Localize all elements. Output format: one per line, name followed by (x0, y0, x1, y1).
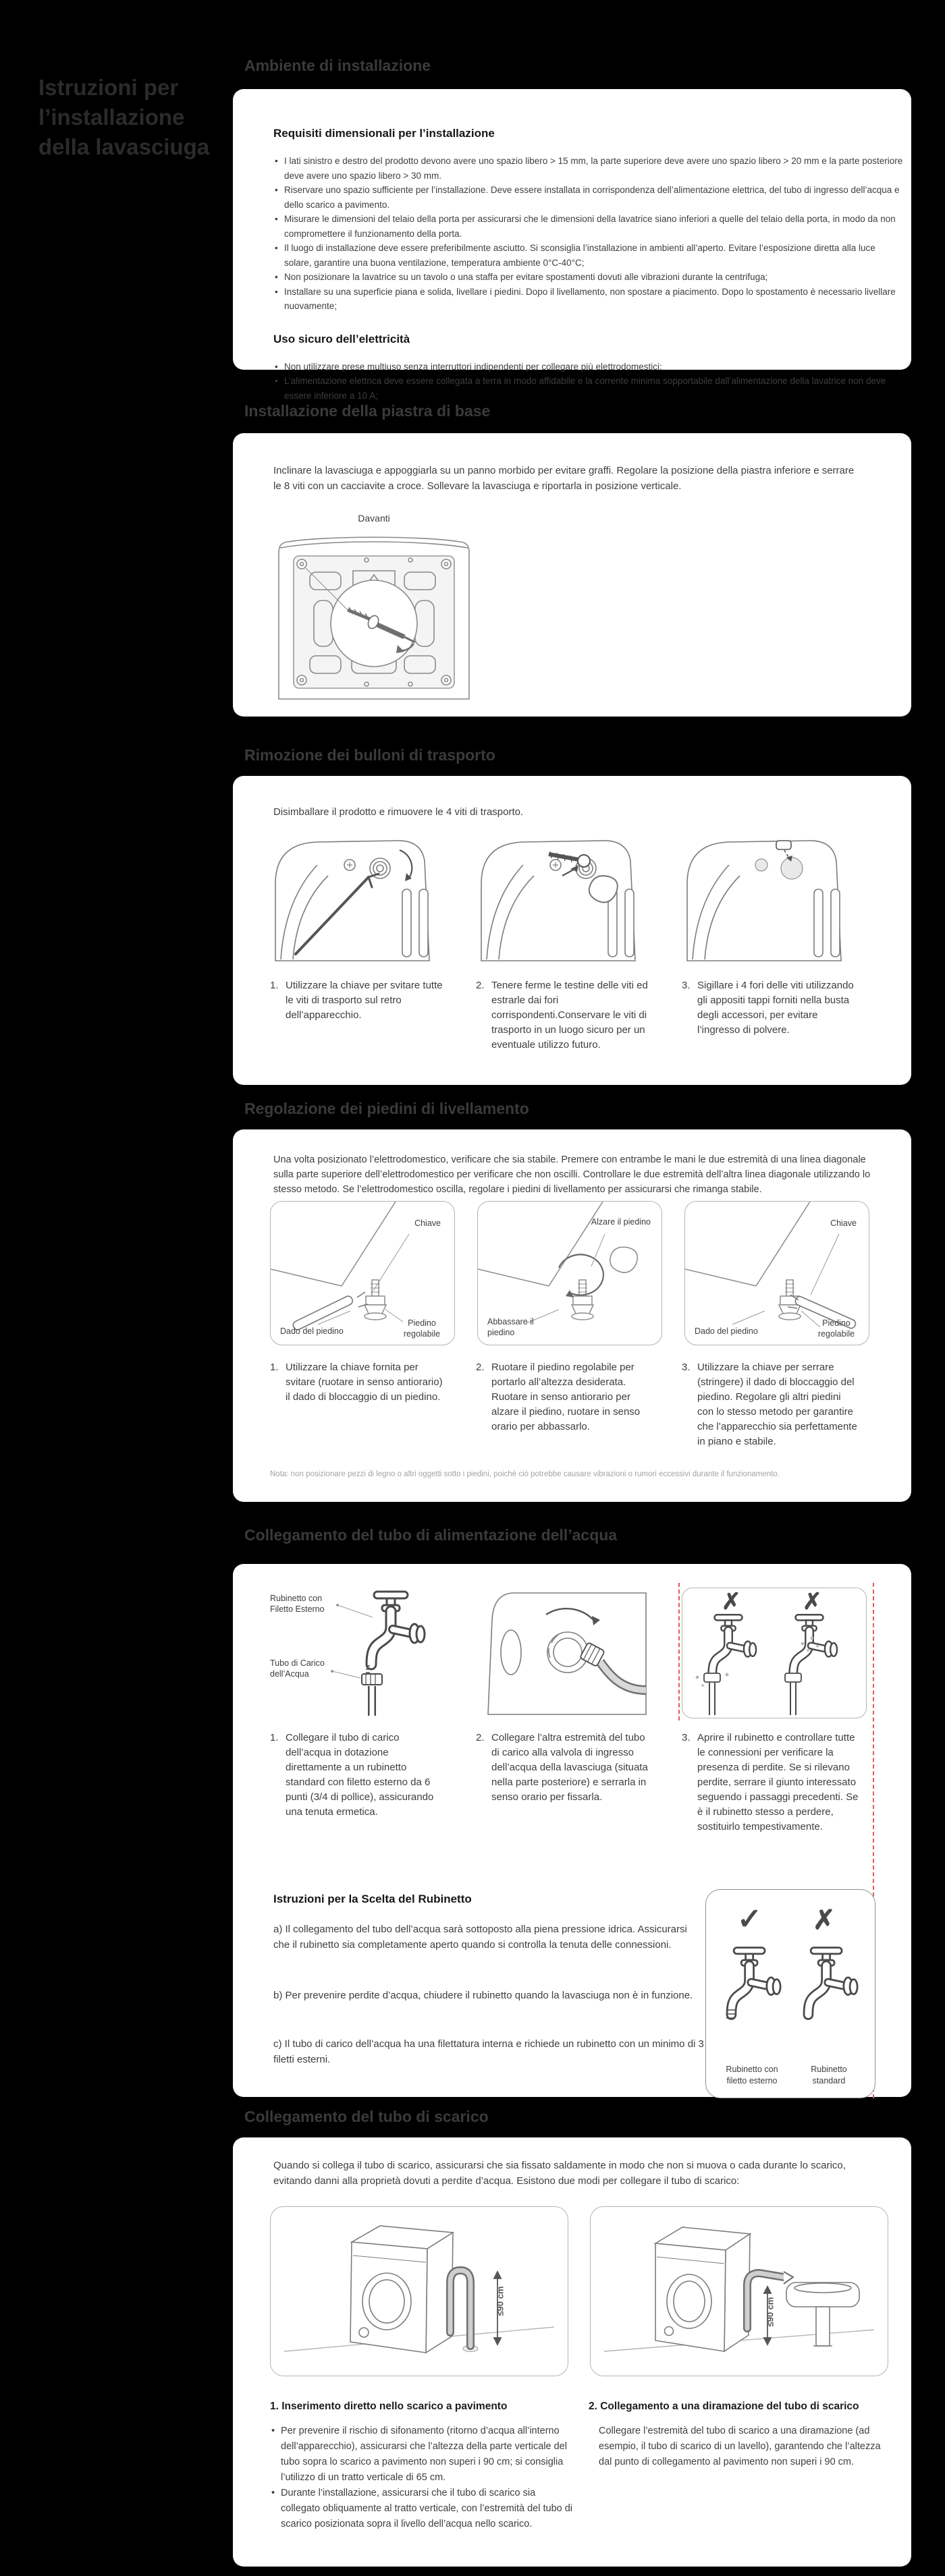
hose-to-valve-icon (476, 1588, 659, 1717)
bulloni-intro: Disimballare il prodotto e rimuovere le 4 viti di trasporto. (273, 806, 524, 818)
label-chiave: Chiave (414, 1219, 441, 1228)
scelta-item-b: b) Per prevenire perdite d’acqua, chiudere il rubinetto quando la lavasciuga non è in funzione. (273, 1990, 693, 2001)
step-text: Tenere ferme le testine delle viti ed estrarle dai fori corrispondenti.Conservare le viti di trasporto in un luogo sicuro per un eventuale utilizzo futuro. (491, 980, 648, 1051)
label-tubo-carico: Tubo di Carico dell’Acqua (270, 1658, 325, 1679)
floor-drain-illustration (270, 2206, 568, 2376)
list-item: • Riservare uno spazio sufficiente per l’installazione. Deve essere installata in corrispondenza dell’alimentazione elettrica, del tubo di ingresso dell’acqua e dello scarico a pavimento. (273, 183, 905, 212)
step-text: Aprire il rubinetto e controllare tutte le connessioni per verificare la presenza di perdite. Se si rilevano perdite, serrare il giunto interessato seguendo i passaggi precedenti. Se è il rubinetto stesso a perdere, sostituirlo tempestivamente. (697, 1732, 859, 1832)
red-dashed-line (678, 1583, 680, 1720)
step-number: 1. (270, 1732, 279, 1743)
step-1 (270, 1731, 454, 1835)
card-acqua (233, 1564, 911, 2097)
card-ambiente (233, 89, 911, 401)
wrench-unscrew-icon (270, 831, 454, 963)
leak-check-illustration (682, 1588, 867, 1718)
step-number: 3. (682, 1732, 691, 1743)
piedini-illustrations (270, 1201, 869, 1345)
step-1 (270, 978, 454, 1053)
page-title: Istruzioni per l’installazione della lavasciuga (38, 75, 210, 159)
list-item: • Installare su una superficie piana e solida, livellare i piedini. Dopo il livellamento, non spostare a piacimento. Dopo lo spostamento è necessario livellare nuovamente; (273, 285, 905, 314)
cross-icon: ✗ (813, 1905, 836, 1935)
label-rubinetto-filetto: Rubinetto con Filetto Esterno (270, 1594, 325, 1614)
step-text: Sigillare i 4 fori delle viti utilizzando gli appositi tappi forniti nella busta degli accessori, per evitare l’ingresso di polvere. (697, 980, 854, 1036)
list-item: • Il luogo di installazione deve essere preferibilmente asciutto. Si sconsiglia l’installazione in ambienti all’aperto. Evitare l’esposizione diretta alla luce solare, garantire una buona ventilazione, temperatura ambiente 0°C-40°C; (273, 241, 905, 270)
floor-drain-icon (271, 2207, 566, 2374)
method1-text (270, 2424, 577, 2532)
label-piedino-regolabile: Piedino regolabile (817, 1318, 855, 1339)
elettricita-list (273, 360, 905, 403)
baseplate-illustration (272, 513, 476, 703)
method2-title: 2. Collegamento a una diramazione del tubo di scarico (589, 2401, 859, 2412)
dim-label: ≤90 cm (495, 2286, 506, 2316)
label-dado: Dado del piedino (695, 1326, 758, 1336)
requisiti-title: Requisiti dimensionali per l’installazione (273, 127, 495, 140)
bulloni-steps (270, 978, 865, 1053)
section-header-acqua: Collegamento del tubo di alimentazione dell’acqua (244, 1526, 618, 1544)
inlet-valve-illustration (476, 1588, 659, 1717)
sink-branch-icon (591, 2207, 886, 2374)
dim-label: ≤90 cm (765, 2297, 776, 2327)
step-text: Collegare l’altra estremità del tubo di carico alla valvola di ingresso dell’acqua della lavasciuga (situata nella parte posteriore) e serrarla in senso orario per fissarla. (491, 1732, 648, 1803)
sink-branch-illustration (590, 2206, 888, 2376)
piedini-steps (270, 1360, 865, 1449)
step-3 (682, 1360, 865, 1449)
section-header-bulloni: Rimozione dei bulloni di trasporto (244, 746, 495, 764)
section-header-piastra: Installazione della piastra di base (244, 402, 491, 420)
section-header-piedini: Regolazione dei piedini di livellamento (244, 1100, 529, 1117)
step-3 (682, 1731, 865, 1835)
acqua-illustrations (270, 1588, 867, 1718)
label-alzare: Alzare il piedino (591, 1217, 651, 1227)
list-item: • Durante l’installazione, assicurarsi che il tubo di scarico sia collegato obliquamente al tratto verticale, con l’estremità del tubo di scarico posizionata sopra il livello dell’acqua nello scarico. (270, 2486, 577, 2532)
list-item: • L’alimentazione elettrica deve essere collegata a terra in modo affidabile e la corrente minima sopportabile dall’alimentazione della lavatrice non deve essere inferiore a 10 A; (273, 374, 905, 403)
step-text: Ruotare il piedino regolabile per portarlo all’altezza desiderata. Ruotare in senso antiorario per alzare il piedino, ruotare in senso orario per abbassarlo. (491, 1362, 641, 1432)
card-scarico (233, 2137, 911, 2567)
davanti-label: Davanti (358, 513, 390, 524)
cross-icon: ✗ (803, 1589, 822, 1615)
piedini-intro: Una volta posizionato l’elettrodomestico, verificare che sia stabile. Premere con entrambe le mani le due estremità di una linea diagonale sulla parte superiore dell’elettrodomestico per verificare che non oscilli. Controllare le due estremità dell’altra linea diagonale utilizzando lo stesso metodo. Se l’elettrodomestico oscilla, regolare i piedini di livellamento per assicurarsi che rimanga stabile. (273, 1154, 871, 1195)
list-item: • I lati sinistro e destro del prodotto devono avere uno spazio libero > 15 mm, la parte superiore deve avere uno spazio libero > 20 mm e la parte posteriore deve avere uno spazio libero > 30 mm. (273, 154, 905, 183)
step-text: Collegare il tubo di carico dell’acqua in dotazione direttamente a un rubinetto standard con filetto esterno da 6 punti (3/4 di pollice), assicurando una tenuta ermetica. (286, 1732, 434, 1818)
faucet-hose-illustration (270, 1588, 454, 1717)
step-3 (682, 978, 865, 1053)
label-dado: Dado del piedino (280, 1326, 344, 1336)
step-text: Utilizzare la chiave per serrare (stringere) il dado di bloccaggio del piedino. Regolare gli altri piedini con lo stesso metodo per garantire che l’apparecchio sia perfettamente in piano e stabile. (697, 1362, 857, 1447)
piedini-note: Nota: non posizionare pezzi di legno o altri oggetti sotto i piedini, poiché ciò potrebbe causare vibrazioni o rumori eccessivi durante il funzionamento. (270, 1470, 780, 1478)
cross-icon: ✗ (722, 1589, 741, 1615)
section-header-scarico: Collegamento del tubo di scarico (244, 2108, 489, 2125)
label-rubinetto-standard: Rubinetto standard (811, 2065, 847, 2085)
method2-text: Collegare l’estremità del tubo di scarico a una diramazione (ad esempio, il tubo di scarico di un lavello), garantendo che l’altezza dal punto di collegamento al pavimento non superi i 90 cm. (599, 2426, 881, 2467)
section-header-ambiente: Ambiente di installazione (244, 57, 431, 74)
label-chiave: Chiave (830, 1219, 857, 1228)
label-abbassare: Abbassare il piedino (487, 1317, 534, 1337)
step-2 (476, 1731, 659, 1835)
list-item: • Non utilizzare prese multiuso senza interruttori indipendenti per collegare più elettrodomestici; (273, 360, 905, 374)
step-text: Utilizzare la chiave fornita per svitare (ruotare in senso antiorario) il dado di bloccaggio di un piedino. (286, 1362, 443, 1403)
transport-bolt-step1-illustration (270, 831, 454, 963)
foot-step2-illustration (477, 1201, 662, 1345)
label-piedino-regolabile: Piedino regolabile (403, 1318, 441, 1339)
step-number: 1. (270, 980, 279, 991)
choice-faucets-icon (706, 1941, 875, 2056)
label-rubinetto-ok: Rubinetto con filetto esterno (726, 2065, 778, 2085)
scelta-rubinetto-title: Istruzioni per la Scelta del Rubinetto (273, 1893, 472, 1905)
transport-bolt-step2-illustration (476, 831, 659, 963)
two-faucets-icon (682, 1588, 865, 1716)
list-item: • Misurare le dimensioni del telaio della porta per assicurarsi che le dimensioni della lavatrice siano inferiori a quelle del telaio della porta, in modo da non compromettere il funzionamento della porta. (273, 212, 905, 241)
list-item: • Non posizionare la lavatrice su un tavolo o una staffa per evitare spostamenti dovuti alle vibrazioni durante la centrifuga; (273, 270, 905, 285)
requisiti-list (273, 154, 905, 314)
bolt-extract-icon (476, 831, 659, 963)
piastra-intro: Inclinare la lavasciuga e appoggiarla su un panno morbido per evitare graffi. Regolare la posizione della piastra inferiore e serrare le 8 viti con un cacciavite a croce. Sollevare la lavasciuga e riportarla in posizione verticale. (273, 465, 855, 492)
foot-step1-illustration (270, 1201, 455, 1345)
step-number: 3. (682, 980, 691, 991)
step-number: 2. (476, 980, 485, 991)
acqua-steps (270, 1731, 865, 1835)
card-bulloni (233, 776, 911, 1085)
baseplate-drawing-icon (272, 530, 476, 703)
scarico-illustrations (270, 2206, 888, 2376)
card-piedini (233, 1129, 911, 1502)
step-number: 2. (476, 1362, 485, 1373)
scarico-intro: Quando si collega il tubo di scarico, assicurarsi che sia fissato saldamente in modo che non si muova o cada durante lo scarico, evitando danni alla proprietà dovuti a perdite d’acqua. Esistono due modi per collegare il tubo di scarico: (273, 2160, 846, 2187)
elettricita-title: Uso sicuro dell’elettricità (273, 332, 410, 345)
step-number: 3. (682, 1362, 691, 1373)
faucet-choice-panel (705, 1889, 875, 2098)
step-number: 1. (270, 1362, 279, 1373)
foot-step3-illustration (684, 1201, 869, 1345)
transport-bolt-step3-illustration (682, 831, 865, 963)
step-2 (476, 1360, 659, 1449)
scelta-item-a: a) Il collegamento del tubo dell’acqua sarà sottoposto alla piena pressione idrica. Assicurarsi che il rubinetto sia completamente aperto quando si controlla la tenuta delle connessioni. (273, 1924, 687, 1951)
step-text: Utilizzare la chiave per svitare tutte le viti di trasporto sul retro dell’apparecchio. (286, 980, 443, 1021)
scelta-item-c: c) Il tubo di carico dell’acqua ha una filettatura interna e richiede un rubinetto con un minimo di 3 filetti esterni. (273, 2038, 704, 2065)
list-item: • Per prevenire il rischio di sifonamento (ritorno d’acqua all’interno dell’apparecchio), assicurarsi che l’altezza della parte verticale del tubo sopra lo scarico a pavimento non superi i 90 cm; si consiglia l’utilizzo di un tratto verticale di 65 cm. (270, 2424, 577, 2486)
step-1 (270, 1360, 454, 1449)
seal-caps-icon (682, 831, 865, 963)
method1-title: 1. Inserimento diretto nello scarico a pavimento (270, 2401, 508, 2412)
card-piastra (233, 433, 911, 717)
step-2 (476, 978, 659, 1053)
bulloni-illustrations (270, 831, 865, 963)
step-number: 2. (476, 1732, 485, 1743)
check-icon: ✓ (737, 1903, 762, 1936)
